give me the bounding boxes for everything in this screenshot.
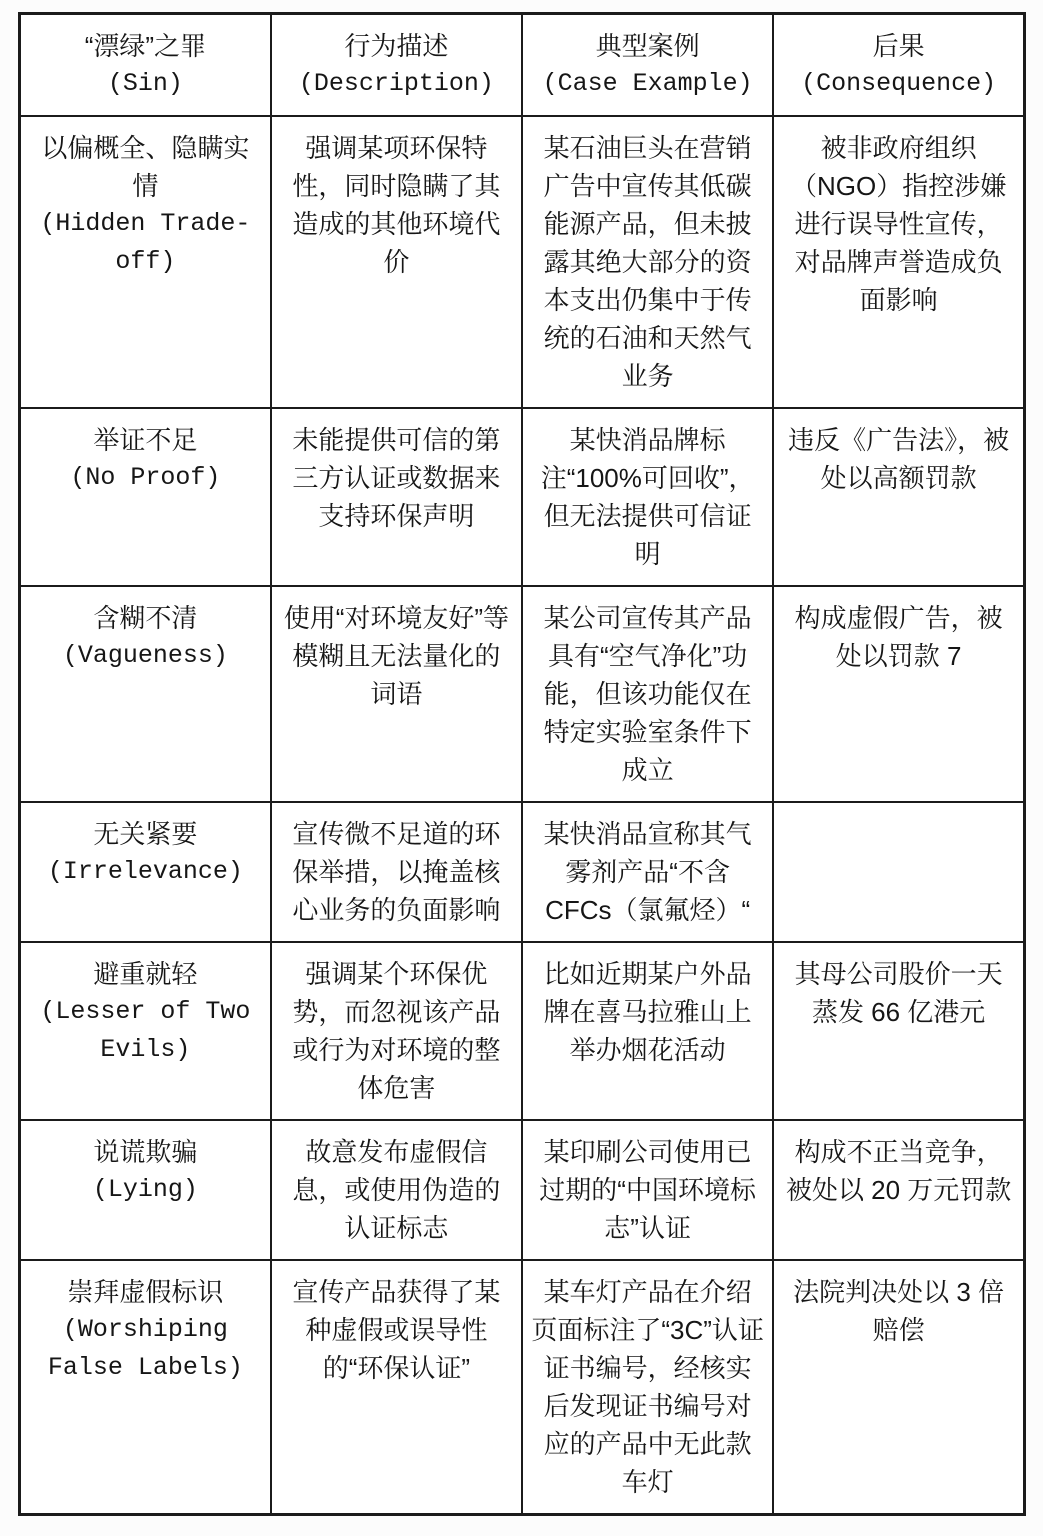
- sin-name-en: (No Proof): [70, 463, 221, 492]
- header-sin-en: (Sin): [107, 69, 183, 98]
- sin-name-zh: 崇拜虚假标识: [67, 1277, 224, 1307]
- table-header: [20, 14, 1025, 117]
- case-example-cell: 某石油巨头在营销广告中宣传其低碳能源产品，但未披露其绝大部分的资本支出仍集中于传统的石油和天然气业务: [522, 116, 773, 408]
- sin-cell: [20, 1120, 271, 1260]
- description-cell: 强调某项环保特性，同时隐瞒了其造成的其他环境代价: [271, 116, 522, 408]
- sin-name-zh: 举证不足: [93, 425, 198, 455]
- sin-name-zh: 说谎欺骗: [93, 1137, 198, 1167]
- table-body: [20, 116, 1025, 1515]
- consequence-cell: 构成虚假广告，被处以罚款 7: [773, 586, 1024, 802]
- table-row: [20, 408, 1025, 586]
- header-description-en: (Description): [298, 69, 494, 98]
- case-example-cell: 某车灯产品在介绍页面标注了“3C”认证证书编号，经核实后发现证书编号对应的产品中无此款车灯: [522, 1260, 773, 1515]
- consequence-cell: 法院判决处以 3 倍赔偿: [773, 1260, 1024, 1515]
- sin-name-en: (Lying): [92, 1175, 198, 1204]
- header-description-zh: 行为描述: [344, 31, 449, 61]
- sin-name-en: (Vagueness): [62, 641, 228, 670]
- sin-name-zh: 无关紧要: [93, 819, 198, 849]
- table-row: [20, 942, 1025, 1120]
- sin-cell: [20, 408, 271, 586]
- sin-name-zh: 含糊不清: [93, 603, 198, 633]
- case-example-cell: 某印刷公司使用已过期的“中国环境标志”认证: [522, 1120, 773, 1260]
- header-consequence-zh: 后果: [872, 31, 925, 61]
- case-example-cell: 某快消品宣称其气雾剂产品“不含 CFCs（氯氟烃）“: [522, 802, 773, 942]
- sin-name-en: (Hidden Trade-off): [40, 209, 251, 276]
- description-cell: 强调某个环保优势，而忽视该产品或行为对环境的整体危害: [271, 942, 522, 1120]
- sin-cell: [20, 116, 271, 408]
- sin-name-zh: 以偏概全、隐瞒实情: [41, 133, 250, 201]
- sin-name-en: (Lesser of Two Evils): [40, 997, 251, 1064]
- consequence-cell: 其母公司股价一天蒸发 66 亿港元: [773, 942, 1024, 1120]
- header-sin-zh: “漂绿”之罪: [84, 31, 207, 61]
- sin-cell: [20, 586, 271, 802]
- sin-cell: [20, 1260, 271, 1515]
- table-row: [20, 116, 1025, 408]
- table-row: [20, 1120, 1025, 1260]
- consequence-cell: [773, 802, 1024, 942]
- header-row: [20, 14, 1025, 117]
- description-cell: 宣传微不足道的环保举措，以掩盖核心业务的负面影响: [271, 802, 522, 942]
- sin-name-zh: 避重就轻: [93, 959, 198, 989]
- table-row: [20, 1260, 1025, 1515]
- header-cell-case-example: [522, 14, 773, 117]
- sin-name-en: (Worshiping False Labels): [47, 1315, 243, 1382]
- description-cell: 未能提供可信的第三方认证或数据来支持环保声明: [271, 408, 522, 586]
- description-cell: 宣传产品获得了某种虚假或误导性的“环保认证”: [271, 1260, 522, 1515]
- sin-cell: [20, 802, 271, 942]
- header-cell-description: [271, 14, 522, 117]
- case-example-cell: 比如近期某户外品牌在喜马拉雅山上举办烟花活动: [522, 942, 773, 1120]
- header-case-en: (Case Example): [542, 69, 753, 98]
- header-cell-consequence: [773, 14, 1024, 117]
- sin-cell: [20, 942, 271, 1120]
- greenwashing-sins-table: [18, 12, 1026, 1516]
- header-cell-sin: [20, 14, 271, 117]
- consequence-cell: 构成不正当竞争，被处以 20 万元罚款: [773, 1120, 1024, 1260]
- table-row: [20, 586, 1025, 802]
- header-consequence-en: (Consequence): [801, 69, 997, 98]
- sin-name-en: (Irrelevance): [47, 857, 243, 886]
- description-cell: 故意发布虚假信息，或使用伪造的认证标志: [271, 1120, 522, 1260]
- consequence-cell: 被非政府组织（NGO）指控涉嫌进行误导性宣传，对品牌声誉造成负面影响: [773, 116, 1024, 408]
- table-row: [20, 802, 1025, 942]
- description-cell: 使用“对环境友好”等模糊且无法量化的词语: [271, 586, 522, 802]
- header-case-zh: 典型案例: [595, 31, 700, 61]
- case-example-cell: 某快消品牌标注“100%可回收”，但无法提供可信证明: [522, 408, 773, 586]
- consequence-cell: 违反《广告法》，被处以高额罚款: [773, 408, 1024, 586]
- case-example-cell: 某公司宣传其产品具有“空气净化”功能，但该功能仅在特定实验室条件下成立: [522, 586, 773, 802]
